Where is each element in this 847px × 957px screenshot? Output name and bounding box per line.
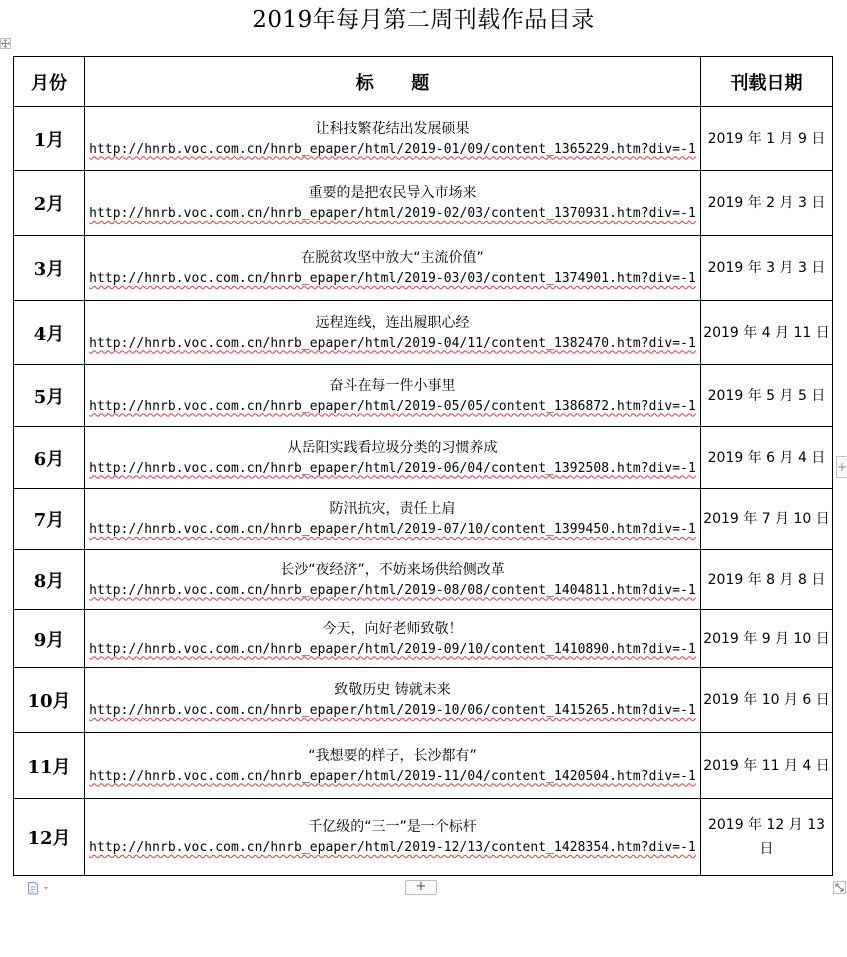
table-row <box>14 107 833 171</box>
date-cell <box>701 427 833 489</box>
month-cell: 1月 <box>14 107 85 171</box>
article-link[interactable]: http://hnrb.voc.com.cn/hnrb_epaper/html/2019-10/06/content_1415265.htm?div=-1 <box>89 703 696 718</box>
article-link[interactable]: http://hnrb.voc.com.cn/hnrb_epaper/html/2019-06/04/content_1392508.htm?div=-1 <box>89 460 696 476</box>
publish-date: 2019 年 1 月 9 日 <box>707 130 826 147</box>
table-row <box>14 301 833 365</box>
article-link[interactable]: http://hnrb.voc.com.cn/hnrb_epaper/html/2019-09/10/content_1410890.htm?div=-1 <box>89 641 696 657</box>
article-title: 致敬历史 铸就未来 <box>334 682 451 698</box>
month-cell: 8月 <box>14 550 85 610</box>
add-column-button[interactable]: + <box>836 456 847 478</box>
title-cell <box>85 550 701 610</box>
table-row <box>14 610 833 668</box>
title-cell <box>85 733 701 799</box>
table-body <box>14 107 833 876</box>
publish-date: 2019 年 3 月 3 日 <box>707 260 826 276</box>
date-cell <box>701 610 833 668</box>
title-cell <box>85 668 701 733</box>
article-title: 今天，向好老师致敬！ <box>322 620 463 637</box>
table-row <box>14 550 833 610</box>
publish-date: 2019 年 2 月 3 日 <box>707 195 826 211</box>
article-link[interactable]: http://hnrb.voc.com.cn/hnrb_epaper/html/2019-07/10/content_1399450.htm?div=-1 <box>89 522 696 537</box>
table-row <box>14 799 833 876</box>
publish-date: 2019 年 8 月 8 日 <box>707 571 826 588</box>
article-title: 重要的是把农民导入市场来 <box>308 185 477 201</box>
publish-date: 2019 年 10 月 6 日 <box>703 692 830 708</box>
article-title: 奋斗在每一件小事里 <box>329 377 456 394</box>
title-cell <box>85 427 701 489</box>
resize-diagonal-icon[interactable] <box>833 881 846 894</box>
publish-date: 2019 年 4 月 11 日 <box>703 324 830 341</box>
date-cell <box>701 365 833 427</box>
date-cell <box>701 733 833 799</box>
table-row <box>14 668 833 733</box>
catalog-table <box>13 56 833 876</box>
date-cell <box>701 668 833 733</box>
article-link[interactable]: http://hnrb.voc.com.cn/hnrb_epaper/html/2019-05/05/content_1386872.htm?div=-1 <box>89 398 696 414</box>
article-title: 防汛抗灾，责任上肩 <box>329 501 456 517</box>
article-title: 让科技繁花结出发展硕果 <box>315 120 470 137</box>
add-row-button[interactable]: + <box>405 880 437 895</box>
title-cell <box>85 489 701 550</box>
month-cell: 11月 <box>14 733 85 799</box>
article-title: 长沙“夜经济”，不妨来场供给侧改革 <box>280 561 505 578</box>
header-title: 标 题 <box>85 57 701 107</box>
article-title: 远程连线，连出履职心经 <box>315 314 470 331</box>
title-cell <box>85 610 701 668</box>
article-link[interactable]: http://hnrb.voc.com.cn/hnrb_epaper/html/2019-11/04/content_1420504.htm?div=-1 <box>89 768 696 784</box>
move-cross-icon[interactable] <box>0 38 11 49</box>
month-cell: 2月 <box>14 171 85 236</box>
month-cell: 9月 <box>14 610 85 668</box>
date-cell <box>701 236 833 301</box>
title-cell <box>85 365 701 427</box>
publish-date: 2019 年 5 月 5 日 <box>707 387 826 404</box>
month-cell: 10月 <box>14 668 85 733</box>
document-icon[interactable] <box>27 881 51 895</box>
publish-date: 2019 年 7 月 10 日 <box>703 511 830 527</box>
table-row <box>14 236 833 301</box>
month-cell: 6月 <box>14 427 85 489</box>
publish-date: 2019 年 9 月 10 日 <box>703 630 830 647</box>
month-cell: 12月 <box>14 799 85 876</box>
header-date: 刊载日期 <box>701 57 833 107</box>
title-cell <box>85 236 701 301</box>
document-glyph <box>27 881 51 895</box>
table-row <box>14 733 833 799</box>
move-cross-glyph <box>1 39 10 48</box>
date-cell <box>701 171 833 236</box>
table-header-row <box>14 57 833 107</box>
article-title: “我想要的样子，长沙都有” <box>308 747 477 764</box>
publish-date: 2019 年 12 月 13 日 <box>707 817 826 857</box>
date-cell <box>701 107 833 171</box>
table-row <box>14 171 833 236</box>
article-link[interactable]: http://hnrb.voc.com.cn/hnrb_epaper/html/2019-12/13/content_1428354.htm?div=-1 <box>89 840 696 855</box>
date-cell <box>701 550 833 610</box>
title-cell <box>85 799 701 876</box>
date-cell <box>701 301 833 365</box>
month-cell: 4月 <box>14 301 85 365</box>
article-link[interactable]: http://hnrb.voc.com.cn/hnrb_epaper/html/2019-08/08/content_1404811.htm?div=-1 <box>89 582 696 598</box>
publish-date: 2019 年 11 月 4 日 <box>703 757 830 774</box>
article-link[interactable]: http://hnrb.voc.com.cn/hnrb_epaper/html/2019-03/03/content_1374901.htm?div=-1 <box>89 271 696 286</box>
article-link[interactable]: http://hnrb.voc.com.cn/hnrb_epaper/html/2019-04/11/content_1382470.htm?div=-1 <box>89 335 696 351</box>
title-cell <box>85 171 701 236</box>
month-cell: 3月 <box>14 236 85 301</box>
article-title: 在脱贫攻坚中放大“主流价值” <box>301 250 484 266</box>
article-link[interactable]: http://hnrb.voc.com.cn/hnrb_epaper/html/2019-01/09/content_1365229.htm?div=-1 <box>89 141 696 157</box>
date-cell <box>701 489 833 550</box>
table-row <box>14 427 833 489</box>
month-cell: 5月 <box>14 365 85 427</box>
month-cell: 7月 <box>14 489 85 550</box>
article-link[interactable]: http://hnrb.voc.com.cn/hnrb_epaper/html/2019-02/03/content_1370931.htm?div=-1 <box>89 206 696 221</box>
table-row <box>14 489 833 550</box>
resize-glyph <box>834 882 845 893</box>
table-row <box>14 365 833 427</box>
publish-date: 2019 年 6 月 4 日 <box>707 449 826 466</box>
article-title: 千亿级的“三一”是一个标杆 <box>308 819 477 835</box>
date-cell <box>701 799 833 876</box>
title-cell <box>85 107 701 171</box>
article-title: 从岳阳实践看垃圾分类的习惯养成 <box>287 439 498 456</box>
header-month: 月份 <box>14 57 85 107</box>
document-title: 2019年每月第二周刊载作品目录 <box>252 7 595 33</box>
title-cell <box>85 301 701 365</box>
